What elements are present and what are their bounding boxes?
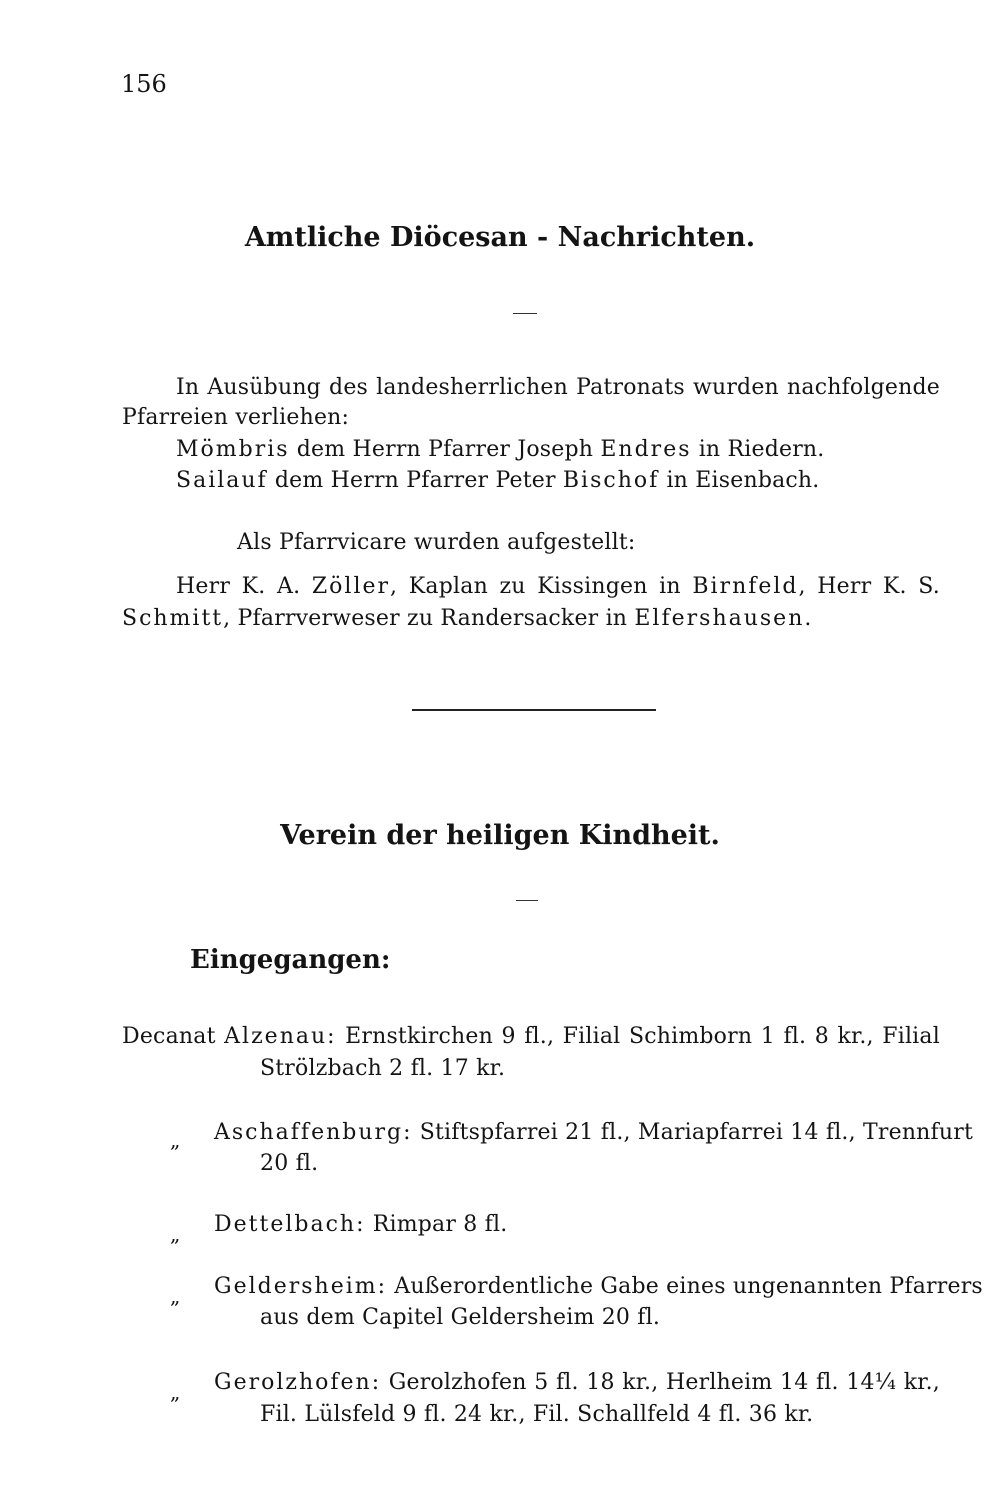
deanery-entry-line1 (214, 1212, 507, 1237)
entry-rest: in Riedern. (691, 437, 825, 462)
deanery-donations: Stiftspfarrei 21 fl., Mariapfarrei 14 fl., Trennfurt (419, 1120, 974, 1145)
parish-name: Mömbris (176, 437, 290, 462)
deanery-donations: Gerolzhofen 5 fl. 18 kr., Herlheim 14 fl. 14¼ kr., (388, 1370, 940, 1395)
vicars-heading: Als Pfarrvicare wurden aufgestellt: (237, 530, 636, 555)
deanery-entry-line2: 20 fl. (260, 1151, 319, 1176)
deanery-donations: Außerordentliche Gabe eines ungenannten Pfarrers (394, 1274, 983, 1299)
deanery-name: Dettelbach: (214, 1212, 366, 1237)
parish-name: Sailauf (176, 468, 268, 493)
deanery-name: Geldersheim: (214, 1274, 388, 1299)
patronage-intro-line2: Pfarreien verliehen: (122, 405, 350, 430)
short-divider (513, 313, 537, 314)
vicar-name: Zöller (311, 574, 391, 599)
deanery-entry-line1 (214, 1120, 974, 1145)
deanery-entry-line2: Fil. Lülsfeld 9 fl. 24 kr., Fil. Schallfeld 4 fl. 36 kr. (260, 1402, 814, 1427)
patronage-intro-line1: In Ausübung des landesherrlichen Patronats wurden nachfolgende (176, 375, 940, 400)
vicar-title: Herr K. A. (176, 574, 312, 599)
person-name: Bischof (562, 468, 660, 493)
ditto-mark: „ (170, 1222, 181, 1246)
ditto-mark: „ (170, 1380, 181, 1404)
deanery-name: Aschaffenburg: (214, 1120, 413, 1145)
deanery-prefix: Decanat (122, 1024, 216, 1049)
ditto-mark: „ (170, 1284, 181, 1308)
vicar-name: Schmitt (122, 606, 224, 631)
vicar-text: , Kaplan zu Kissingen in (390, 574, 693, 599)
section-title-diocesan-news: Amtliche Diöcesan - Nachrichten. (244, 222, 756, 253)
entry-text: dem Herrn Pfarrer Joseph (289, 437, 601, 462)
patronage-entry (176, 468, 820, 493)
vicar-text: , Pfarrverweser zu Randersacker in (223, 606, 635, 631)
deanery-entry-line1 (122, 1024, 940, 1049)
vicar-text: . (804, 606, 812, 631)
ditto-mark: „ (170, 1128, 181, 1152)
deanery-donations: Rimpar 8 fl. (372, 1212, 508, 1237)
deanery-entry-line2: aus dem Capitel Geldersheim 20 fl. (260, 1305, 661, 1330)
section-divider (412, 709, 656, 711)
entry-rest: in Eisenbach. (659, 468, 820, 493)
short-divider (516, 900, 538, 901)
vicar-place: Birnfeld (692, 574, 799, 599)
deanery-name: Gerolzhofen: (214, 1370, 382, 1395)
vicar-place: Elfershausen (634, 606, 805, 631)
deanery-donations: Ernstkirchen 9 fl., Filial Schimborn 1 fl. 8 kr., Filial (345, 1024, 940, 1049)
vicars-line2 (122, 606, 812, 631)
deanery-entry-line1 (214, 1370, 940, 1395)
vicar-text: , Herr K. S. (798, 574, 940, 599)
deanery-entry-line1 (214, 1274, 983, 1299)
section-title-holy-childhood: Verein der heiligen Kindheit. (280, 820, 720, 851)
deanery-name: Alzenau: (224, 1024, 337, 1049)
person-name: Endres (600, 437, 692, 462)
page-number: 156 (121, 70, 167, 98)
entry-text: dem Herrn Pfarrer Peter (267, 468, 563, 493)
patronage-entry (176, 437, 825, 462)
deanery-entry-line2: Strölzbach 2 fl. 17 kr. (260, 1056, 506, 1081)
received-label: Eingegangen: (190, 945, 391, 975)
vicars-line1 (176, 574, 940, 599)
